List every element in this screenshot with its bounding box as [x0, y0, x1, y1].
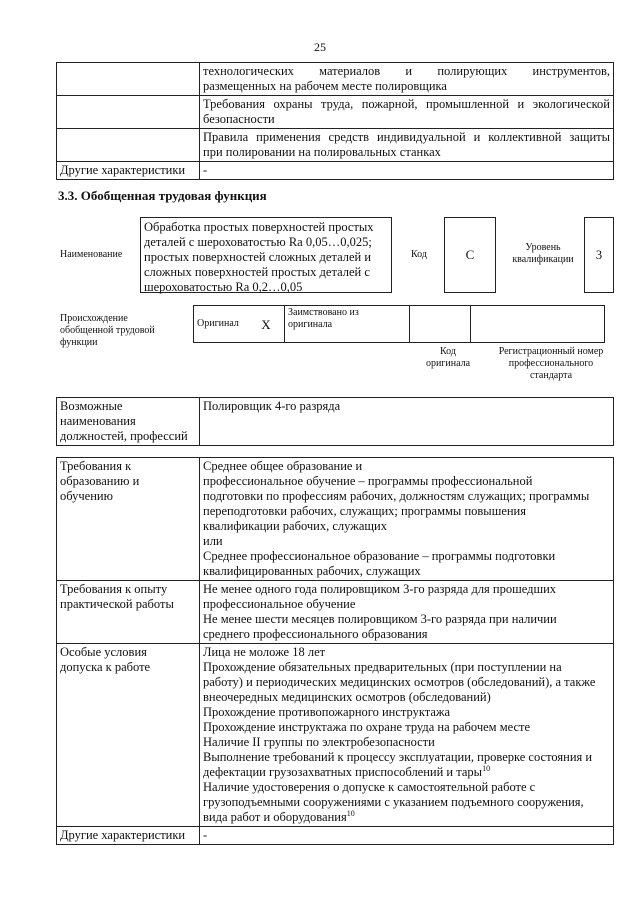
text-line: квалификации рабочих, служащих	[203, 519, 387, 533]
text-line: Правила применения средств индивидуальной и коллективной защиты	[203, 130, 610, 144]
text-line: Требования к	[60, 459, 132, 473]
characteristic-cell	[200, 129, 614, 162]
original-mark: X	[248, 306, 285, 343]
bottom-other-label: Другие характеристики	[57, 827, 200, 845]
text-line: допуска к работе	[60, 660, 151, 674]
characteristic-cell	[200, 63, 614, 96]
text-line: Особые условия	[60, 645, 147, 659]
text-line: обучению	[60, 489, 113, 503]
experience-label	[57, 581, 200, 644]
text-line: Требования к опыту	[60, 582, 168, 596]
text-line: практической работы	[60, 597, 174, 611]
borrowed-label	[285, 306, 410, 343]
table-row	[57, 162, 614, 180]
text-line: Регистрационный номер	[498, 346, 604, 357]
text-line: грузоподъемными сооружениями с указанием подъемного сооружения,	[203, 795, 584, 809]
text-line: дефектации грузозахватных приспособлений и тары$^{10}$	[203, 763, 491, 779]
text-line: Уровень	[525, 242, 561, 253]
table-row	[57, 63, 614, 96]
text-line: Обработка простых поверхностей простых	[144, 220, 374, 234]
text-line: шероховатостью Ra 0,2…0,05	[144, 280, 303, 294]
text-line: деталей с шероховатостью Ra 0,05…0,025;	[144, 235, 372, 249]
table-row	[57, 644, 614, 827]
text-line: Наличие II группы по электробезопасности	[203, 735, 435, 749]
function-code-value: C	[465, 247, 475, 262]
section-heading: 3.3. Обобщенная трудовая функция	[58, 188, 267, 203]
origin-label	[60, 313, 155, 349]
table-row	[57, 129, 614, 162]
text-line: профессиональное обучение – программы профессиональной	[203, 474, 533, 488]
text-line: Прохождение обязательных предварительных (при поступлении на	[203, 660, 562, 674]
text-line: образованию и	[60, 474, 140, 488]
positions-value: Полировщик 4-го разряда	[200, 398, 614, 446]
education-label	[57, 458, 200, 581]
footnote-marker: 10	[482, 763, 491, 773]
text-line: среднего профессионального образования	[203, 627, 428, 641]
text-line: Выполнение требований к процессу эксплуатации, проверке состояния и	[203, 750, 593, 764]
table-row	[57, 827, 614, 845]
code-caption	[418, 346, 478, 370]
characteristic-cell	[200, 96, 614, 129]
text-line: наименования	[60, 414, 136, 428]
text-line: подготовки по профессиям рабочих, должностям служащих; программы	[203, 489, 590, 503]
registration-caption	[484, 346, 618, 382]
text-line: стандарта	[529, 370, 573, 381]
original-code-cell	[410, 306, 471, 343]
level-box	[584, 217, 614, 293]
text-line: профессиональное обучение	[203, 597, 356, 611]
text-line: Не менее одного года полировщиком 3-го разряда для прошедших	[203, 582, 557, 596]
text-line: функции	[60, 337, 98, 348]
text-line: при полировании на полировальных станках	[203, 145, 441, 159]
text-line: оригинала	[288, 319, 333, 330]
admission-label	[57, 644, 200, 827]
text-line: профессионального	[508, 358, 594, 369]
text-line: Прохождение противопожарного инструктажа	[203, 705, 451, 719]
text-line: Прохождение инструктажа по охране труда на рабочем месте	[203, 720, 531, 734]
positions-table	[56, 397, 614, 446]
registration-number-cell	[471, 306, 605, 343]
text-line: внеочередных медицинских осмотров (обследований)	[203, 690, 491, 704]
table-row	[57, 96, 614, 129]
bottom-other-value: -	[200, 827, 614, 845]
text-line: должностей, профессий	[60, 429, 188, 443]
text-line: Код	[440, 346, 456, 357]
text-line: размещенных на рабочем месте полировщика	[203, 79, 447, 93]
text-line: технологических материалов и полирующих инструментов,	[203, 64, 610, 78]
text-line: Среднее профессиональное образование – программы подготовки	[203, 549, 556, 563]
table-row	[57, 581, 614, 644]
function-name-box	[140, 217, 392, 293]
text-line: Заимствовано из	[288, 307, 359, 318]
text-line: сложных поверхностей простых деталей с	[144, 265, 370, 279]
text-line: Требования охраны труда, пожарной, промышленной и экологической	[203, 97, 610, 111]
text-line: безопасности	[203, 112, 275, 126]
empty-label-cell	[57, 129, 200, 162]
table-row	[57, 458, 614, 581]
experience-value	[200, 581, 614, 644]
name-label: Наименование	[60, 249, 123, 260]
text-line: работу) и периодических медицинских осмотров (обследований), а также	[203, 675, 596, 689]
empty-label-cell	[57, 96, 200, 129]
empty-label-cell	[57, 63, 200, 96]
education-value	[200, 458, 614, 581]
text-line: квалифицированных рабочих, служащих	[203, 564, 421, 578]
text-line: или	[203, 534, 223, 548]
text-line: Не менее шести месяцев полировщиком 3-го разряда при наличии	[203, 612, 557, 626]
code-label: Код	[411, 249, 427, 260]
function-code-box	[444, 217, 496, 293]
text-line: Наличие удостоверения о допуске к самостоятельной работе с	[203, 780, 536, 794]
level-value: 3	[595, 248, 603, 262]
requirements-table	[56, 457, 614, 845]
page-number: 25	[314, 40, 326, 54]
text-line: квалификации	[512, 254, 574, 265]
top-characteristics-table	[56, 62, 614, 180]
text-line: переподготовки рабочих, служащих; программы повышения	[203, 504, 526, 518]
positions-label	[57, 398, 200, 446]
admission-value	[200, 644, 614, 827]
text-line: оригинала	[425, 358, 471, 369]
text-line: вида работ и оборудования$^{10}$	[203, 808, 355, 824]
text-line: обобщенной трудовой	[60, 325, 155, 336]
text-line: Лица не моложе 18 лет	[203, 645, 326, 659]
other-value: -	[200, 162, 614, 180]
footnote-marker: 10	[346, 808, 355, 818]
text-line: Происхождение	[60, 313, 128, 324]
other-label: Другие характеристики	[57, 162, 200, 180]
level-label	[505, 242, 581, 266]
text-line: простых поверхностей сложных деталей и	[144, 250, 372, 264]
text-line: Среднее общее образование и	[203, 459, 363, 473]
origin-table	[193, 305, 605, 343]
original-label: Оригинал	[194, 306, 249, 343]
text-line: Возможные	[60, 399, 123, 413]
